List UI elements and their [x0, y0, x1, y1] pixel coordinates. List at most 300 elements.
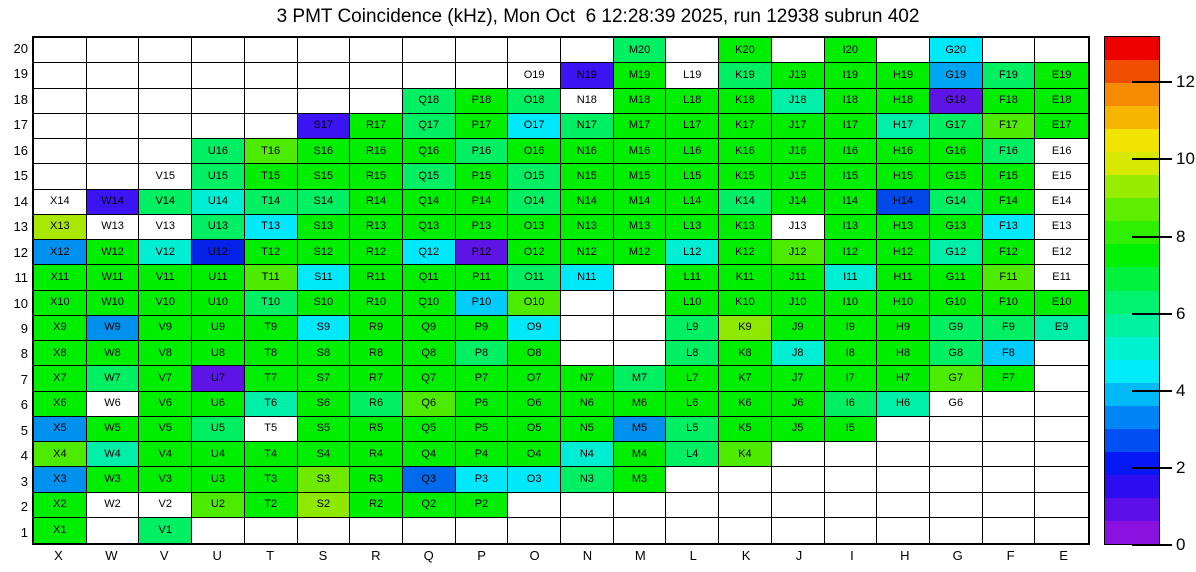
cell-label: T15 — [261, 169, 281, 182]
colorbar-band — [1105, 175, 1159, 198]
heatmap-cell — [350, 139, 403, 164]
cell-label: G8 — [948, 346, 964, 359]
cell-label: Q2 — [421, 498, 437, 511]
heatmap-cell — [561, 392, 614, 417]
heatmap-cell — [825, 114, 878, 139]
heatmap-cell — [34, 139, 87, 164]
colorbar-tick — [1132, 467, 1172, 469]
heatmap-cell — [930, 467, 983, 492]
heatmap-cell — [245, 89, 298, 114]
heatmap-cell — [350, 467, 403, 492]
cell-label: H17 — [892, 119, 914, 132]
cell-label: M6 — [631, 397, 648, 410]
cell-label: I10 — [842, 296, 858, 309]
colorbar-band — [1105, 37, 1159, 60]
cell-label: R14 — [365, 195, 387, 208]
heatmap-cell — [877, 291, 930, 316]
cell-label: O4 — [526, 447, 542, 460]
heatmap-cell — [298, 291, 351, 316]
cell-label: O19 — [523, 68, 545, 81]
colorbar-tick — [1132, 544, 1172, 546]
heatmap-cell — [192, 240, 245, 265]
cell-label: L10 — [683, 296, 702, 309]
heatmap-cell — [245, 493, 298, 518]
heatmap-cell — [192, 316, 245, 341]
heatmap-cell — [508, 139, 561, 164]
heatmap-cell — [983, 392, 1036, 417]
heatmap-cell — [87, 38, 140, 63]
cell-label: K10 — [735, 296, 755, 309]
cell-label: U3 — [210, 472, 225, 485]
heatmap-cell — [139, 139, 192, 164]
heatmap-cell — [719, 114, 772, 139]
cell-label: V9 — [158, 321, 172, 334]
cell-label: X8 — [53, 346, 67, 359]
heatmap-cell — [139, 240, 192, 265]
heatmap-cell — [561, 265, 614, 290]
heatmap-cell — [719, 392, 772, 417]
heatmap-cell — [192, 442, 245, 467]
cell-label: K12 — [735, 245, 755, 258]
heatmap-cell — [561, 89, 614, 114]
colorbar-tick — [1132, 236, 1172, 238]
cell-label: M12 — [628, 245, 651, 258]
heatmap-cell — [1035, 316, 1088, 341]
x-axis-tick-label: N — [582, 548, 593, 563]
heatmap-cell — [561, 240, 614, 265]
heatmap-cell — [87, 240, 140, 265]
y-axis-tick-label: 5 — [20, 422, 28, 438]
cell-label: S7 — [316, 371, 331, 384]
heatmap-cell — [245, 164, 298, 189]
cell-label: L17 — [683, 119, 702, 132]
x-axis-tick-label: V — [159, 548, 169, 563]
cell-label: W3 — [104, 472, 121, 485]
cell-label: W8 — [104, 346, 121, 359]
cell-label: V12 — [155, 245, 176, 258]
heatmap-cell — [456, 215, 509, 240]
cell-label: X13 — [50, 220, 70, 233]
heatmap-cell — [983, 190, 1036, 215]
cell-label: I8 — [845, 346, 855, 359]
cell-label: R16 — [365, 144, 387, 157]
heatmap-cell — [298, 139, 351, 164]
x-axis-tick-label: I — [850, 548, 854, 563]
cell-label: S9 — [316, 321, 331, 334]
heatmap-cell — [825, 392, 878, 417]
cell-label: F9 — [1002, 321, 1015, 334]
heatmap-cell — [930, 518, 983, 543]
cell-label: G10 — [945, 296, 967, 309]
heatmap-cell — [614, 215, 667, 240]
cell-label: H8 — [896, 346, 911, 359]
cell-label: I14 — [842, 195, 858, 208]
heatmap-cell — [350, 316, 403, 341]
heatmap-cell — [87, 114, 140, 139]
cell-label: F15 — [998, 169, 1018, 182]
heatmap-cell — [1035, 265, 1088, 290]
cell-label: S2 — [316, 498, 331, 511]
heatmap-cell — [403, 417, 456, 442]
heatmap-cell — [561, 341, 614, 366]
cell-label: O15 — [523, 169, 545, 182]
cell-label: I13 — [842, 220, 858, 233]
x-axis-tick-label: Q — [423, 548, 434, 563]
heatmap-cell — [298, 392, 351, 417]
y-axis-tick-label: 6 — [20, 397, 28, 413]
cell-label: T5 — [264, 422, 278, 435]
cell-label: J14 — [788, 195, 807, 208]
heatmap-cell — [666, 392, 719, 417]
heatmap-cell — [614, 518, 667, 543]
cell-label: Q7 — [421, 371, 437, 384]
cell-label: E18 — [1051, 94, 1072, 107]
colorbar-band — [1105, 521, 1159, 544]
heatmap-cell — [298, 467, 351, 492]
heatmap-cell — [350, 442, 403, 467]
cell-label: I17 — [842, 119, 858, 132]
heatmap-cell — [614, 139, 667, 164]
heatmap-cell — [983, 215, 1036, 240]
heatmap-cell — [456, 265, 509, 290]
heatmap-cell — [403, 240, 456, 265]
cell-label: S10 — [313, 296, 334, 309]
cell-label: P15 — [471, 169, 492, 182]
heatmap-cell — [561, 467, 614, 492]
cell-label: O18 — [523, 94, 545, 107]
cell-label: W4 — [104, 447, 121, 460]
cell-label: M5 — [631, 422, 648, 435]
cell-label: W13 — [101, 220, 124, 233]
heatmap-cell — [983, 442, 1036, 467]
cell-label: T9 — [264, 321, 278, 334]
cell-label: U8 — [210, 346, 225, 359]
heatmap-cell — [298, 442, 351, 467]
cell-label: Q16 — [418, 144, 440, 157]
cell-label: U15 — [207, 169, 229, 182]
cell-label: F11 — [999, 270, 1018, 283]
heatmap-cell — [403, 164, 456, 189]
heatmap-cell — [772, 240, 825, 265]
cell-label: U9 — [210, 321, 225, 334]
heatmap-cell — [561, 190, 614, 215]
cell-label: G9 — [948, 321, 964, 334]
cell-label: Q10 — [418, 296, 440, 309]
cell-label: R10 — [365, 296, 387, 309]
cell-label: I19 — [842, 68, 858, 81]
cell-label: W10 — [101, 296, 124, 309]
heatmap-cell — [139, 63, 192, 88]
heatmap-cell — [350, 114, 403, 139]
heatmap-cell — [877, 493, 930, 518]
cell-label: M7 — [631, 371, 648, 384]
cell-label: P13 — [471, 220, 492, 233]
heatmap-cell — [245, 215, 298, 240]
cell-label: V1 — [158, 523, 172, 536]
heatmap-cell — [34, 366, 87, 391]
cell-label: X10 — [50, 296, 70, 309]
heatmap-cell — [350, 341, 403, 366]
heatmap-cell — [719, 265, 772, 290]
heatmap-cell — [456, 341, 509, 366]
heatmap-cell — [1035, 366, 1088, 391]
colorbar-band — [1105, 291, 1159, 314]
cell-label: J6 — [791, 397, 804, 410]
heatmap-cell — [1035, 341, 1088, 366]
heatmap-cell — [87, 291, 140, 316]
cell-label: O12 — [523, 245, 545, 258]
heatmap-cell — [877, 417, 930, 442]
cell-label: H15 — [892, 169, 914, 182]
heatmap-cell — [877, 467, 930, 492]
heatmap-cell — [508, 392, 561, 417]
cell-label: K20 — [735, 43, 755, 56]
heatmap-cell — [403, 316, 456, 341]
heatmap-cell — [245, 114, 298, 139]
heatmap-cell — [508, 341, 561, 366]
x-axis-tick-label: X — [54, 548, 63, 563]
heatmap-cell — [877, 265, 930, 290]
heatmap-cell — [87, 518, 140, 543]
heatmap-cell — [508, 442, 561, 467]
heatmap-cell — [772, 493, 825, 518]
heatmap-cell — [192, 215, 245, 240]
heatmap-cell — [139, 417, 192, 442]
cell-label: E17 — [1051, 119, 1072, 132]
heatmap-cell — [87, 493, 140, 518]
heatmap-cell — [930, 417, 983, 442]
heatmap-cell — [666, 467, 719, 492]
heatmap-cell — [825, 417, 878, 442]
heatmap-cell — [561, 417, 614, 442]
heatmap-cell — [298, 366, 351, 391]
heatmap-cell — [298, 316, 351, 341]
cell-label: P4 — [474, 447, 489, 460]
y-axis-tick-label: 7 — [20, 371, 28, 387]
heatmap-cell — [825, 366, 878, 391]
heatmap-cell — [456, 164, 509, 189]
x-axis-tick-label: R — [371, 548, 381, 563]
cell-label: G19 — [945, 68, 967, 81]
heatmap-cell — [298, 341, 351, 366]
cell-label: U12 — [207, 245, 229, 258]
heatmap-cell — [614, 89, 667, 114]
cell-label: J12 — [788, 245, 807, 258]
heatmap-cell — [666, 341, 719, 366]
heatmap-cell — [508, 417, 561, 442]
colorbar-band — [1105, 406, 1159, 429]
heatmap-cell — [614, 190, 667, 215]
heatmap-cell — [456, 139, 509, 164]
cell-label: X9 — [53, 321, 67, 334]
cell-label: L18 — [683, 94, 702, 107]
cell-label: U4 — [210, 447, 225, 460]
cell-label: I16 — [842, 144, 858, 157]
x-axis-tick-label: E — [1059, 548, 1068, 563]
heatmap-cell — [192, 417, 245, 442]
cell-label: I5 — [845, 422, 855, 435]
x-axis-tick-label: H — [900, 548, 910, 563]
cell-label: Q8 — [421, 346, 437, 359]
colorbar-band — [1105, 106, 1159, 129]
heatmap-cell — [1035, 392, 1088, 417]
heatmap-cell — [614, 366, 667, 391]
heatmap-cell — [34, 518, 87, 543]
cell-label: P2 — [474, 498, 489, 511]
cell-label: G12 — [945, 245, 967, 258]
cell-label: N3 — [579, 472, 594, 485]
heatmap-cell — [825, 164, 878, 189]
heatmap-cell — [192, 518, 245, 543]
cell-label: T8 — [264, 346, 278, 359]
cell-label: E13 — [1051, 220, 1072, 233]
heatmap-cell — [139, 89, 192, 114]
cell-label: J10 — [788, 296, 807, 309]
x-axis-tick-label: T — [266, 548, 275, 563]
heatmap-cell — [930, 38, 983, 63]
heatmap-cell — [192, 114, 245, 139]
colorbar-tick — [1132, 158, 1172, 160]
heatmap-cell — [139, 190, 192, 215]
cell-label: Q9 — [421, 321, 437, 334]
y-axis-tick-label: 2 — [20, 499, 28, 515]
colorbar-tick-label: 0 — [1176, 535, 1186, 554]
heatmap-cell — [87, 139, 140, 164]
cell-label: E14 — [1051, 195, 1072, 208]
cell-label: L9 — [686, 321, 699, 334]
cell-label: K7 — [738, 371, 752, 384]
cell-label: V3 — [158, 472, 172, 485]
heatmap-cell — [192, 38, 245, 63]
heatmap-cell — [561, 316, 614, 341]
cell-label: L11 — [683, 270, 702, 283]
heatmap-cell — [614, 38, 667, 63]
cell-label: S8 — [316, 346, 331, 359]
heatmap-cell — [930, 316, 983, 341]
colorbar-band — [1105, 475, 1159, 498]
heatmap-cell — [614, 417, 667, 442]
heatmap-cell — [719, 164, 772, 189]
heatmap-cell — [719, 139, 772, 164]
heatmap-cell — [245, 316, 298, 341]
heatmap-cell — [350, 518, 403, 543]
cell-label: U10 — [207, 296, 229, 309]
heatmap-cell — [666, 265, 719, 290]
heatmap-cell — [298, 63, 351, 88]
cell-label: H7 — [896, 371, 911, 384]
cell-label: F7 — [1002, 371, 1015, 384]
cell-label: O17 — [523, 119, 545, 132]
heatmap-cell — [456, 38, 509, 63]
cell-label: K17 — [735, 119, 755, 132]
cell-label: I15 — [842, 169, 858, 182]
heatmap-cell — [245, 467, 298, 492]
heatmap-cell — [825, 518, 878, 543]
heatmap-cell — [456, 114, 509, 139]
cell-label: M17 — [628, 119, 651, 132]
x-axis-tick-label: G — [952, 548, 963, 563]
cell-label: K19 — [735, 68, 755, 81]
heatmap-cell — [192, 63, 245, 88]
cell-label: P12 — [471, 245, 492, 258]
heatmap-cell — [350, 89, 403, 114]
heatmap-cell — [561, 139, 614, 164]
heatmap-cell — [719, 518, 772, 543]
heatmap-cell — [403, 63, 456, 88]
heatmap-cell — [825, 38, 878, 63]
heatmap-cell — [983, 89, 1036, 114]
heatmap-cell — [877, 63, 930, 88]
heatmap-cell — [772, 392, 825, 417]
cell-label: E9 — [1054, 321, 1069, 334]
cell-label: P9 — [474, 321, 489, 334]
heatmap-cell — [930, 240, 983, 265]
cell-label: U13 — [207, 220, 229, 233]
heatmap-cell — [87, 467, 140, 492]
cell-label: G17 — [945, 119, 967, 132]
heatmap-cell — [983, 417, 1036, 442]
cell-label: O10 — [523, 296, 545, 309]
cell-label: F10 — [998, 296, 1018, 309]
cell-label: T12 — [261, 245, 281, 258]
x-axis-tick-label: O — [529, 548, 540, 563]
cell-label: Q4 — [421, 447, 437, 460]
cell-label: R3 — [369, 472, 384, 485]
heatmap-cell — [139, 38, 192, 63]
heatmap-cell — [139, 518, 192, 543]
heatmap-cell — [614, 392, 667, 417]
cell-label: O8 — [526, 346, 542, 359]
y-axis-tick-label: 11 — [14, 270, 28, 286]
heatmap-cell — [456, 392, 509, 417]
cell-label: U14 — [207, 195, 229, 208]
heatmap-cell — [456, 467, 509, 492]
cell-label: G15 — [945, 169, 967, 182]
heatmap-cell — [561, 442, 614, 467]
cell-label: M19 — [628, 68, 651, 81]
heatmap-cell — [983, 518, 1036, 543]
cell-label: R13 — [365, 220, 387, 233]
cell-label: L15 — [683, 169, 702, 182]
cell-label: K15 — [735, 169, 755, 182]
heatmap-cell — [1035, 139, 1088, 164]
cell-label: W6 — [104, 397, 121, 410]
colorbar-band — [1105, 83, 1159, 106]
cell-label: V10 — [155, 296, 176, 309]
cell-label: K16 — [735, 144, 755, 157]
cell-label: P18 — [471, 94, 492, 107]
colorbar-tick — [1132, 390, 1172, 392]
cell-label: R17 — [365, 119, 387, 132]
heatmap-cell — [34, 164, 87, 189]
heatmap-cell — [192, 467, 245, 492]
cell-label: T10 — [261, 296, 281, 309]
cell-label: N7 — [579, 371, 594, 384]
heatmap-cell — [877, 316, 930, 341]
cell-label: Q12 — [418, 245, 440, 258]
heatmap-cell — [245, 366, 298, 391]
heatmap-cell — [192, 392, 245, 417]
colorbar-band — [1105, 152, 1159, 175]
cell-label: P8 — [474, 346, 489, 359]
heatmap-cell — [508, 493, 561, 518]
cell-label: X1 — [53, 523, 67, 536]
cell-label: Q14 — [418, 195, 440, 208]
heatmap-cell — [666, 114, 719, 139]
cell-label: J16 — [788, 144, 807, 157]
cell-label: U2 — [210, 498, 225, 511]
colorbar-tick — [1132, 313, 1172, 315]
